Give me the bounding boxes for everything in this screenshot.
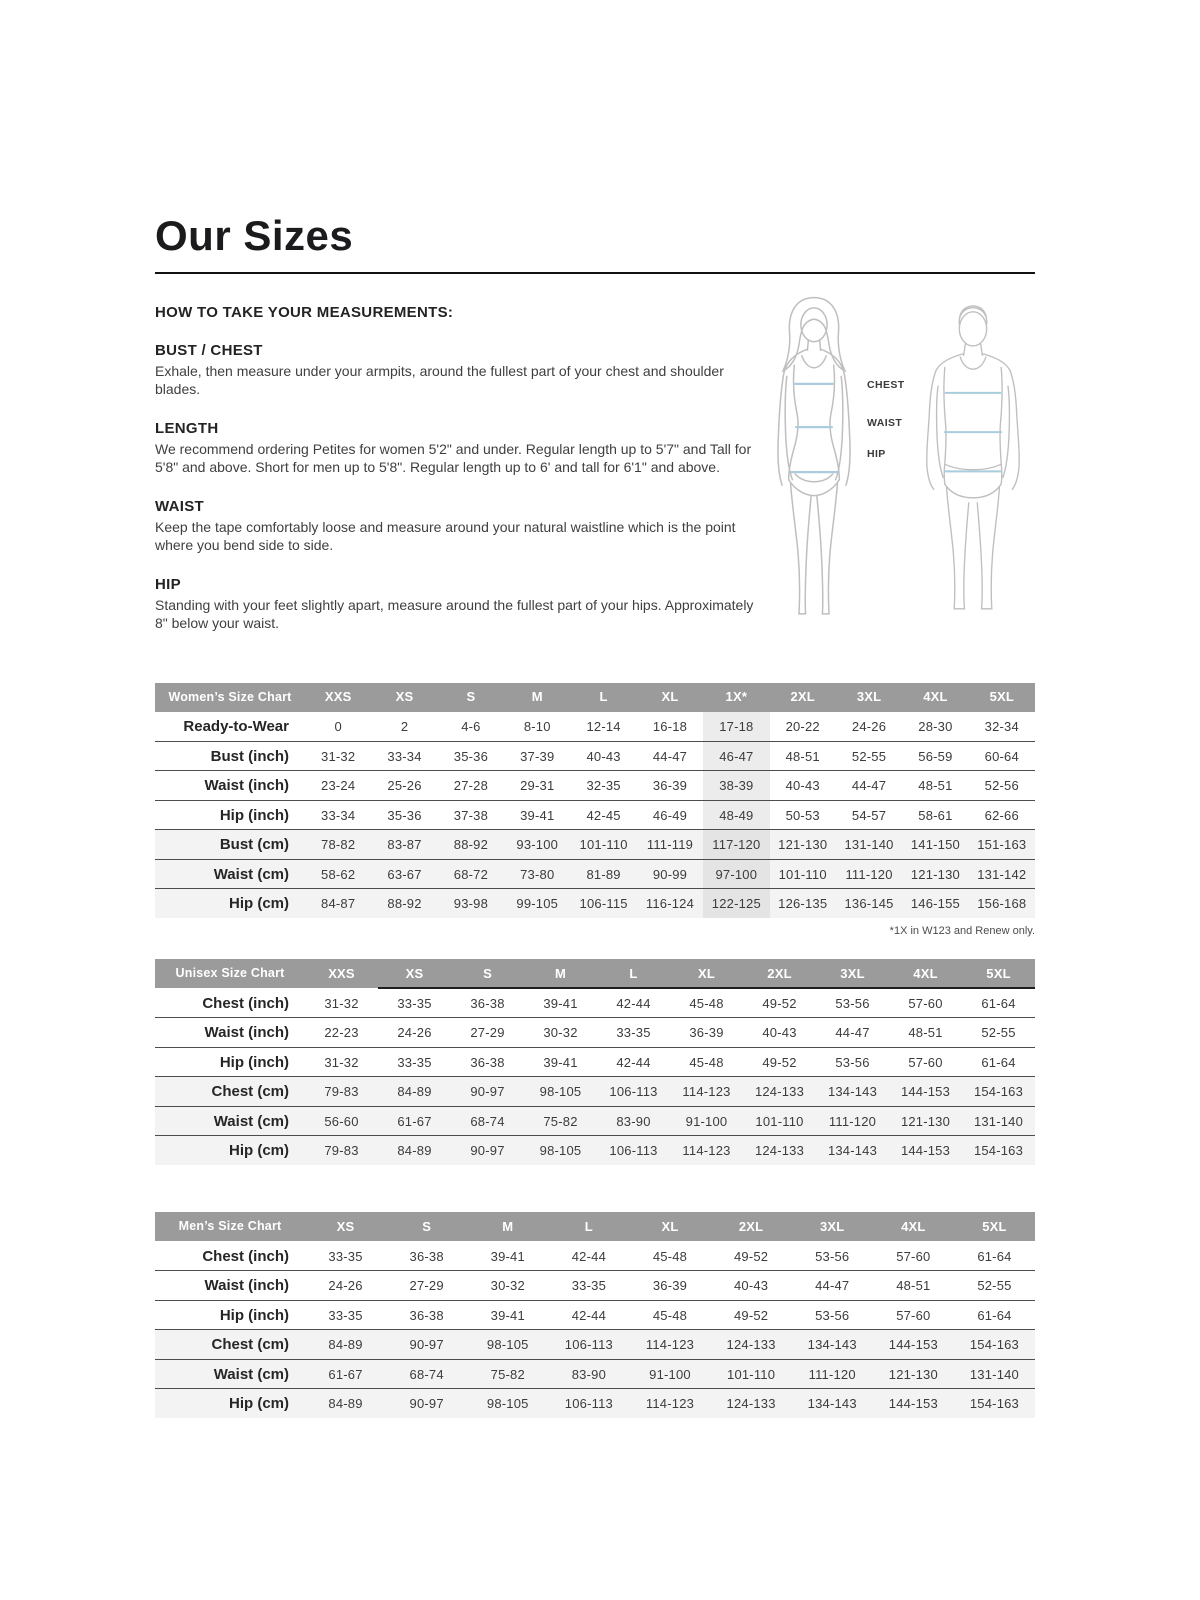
table-cell: 48-51 xyxy=(896,1278,931,1293)
table-cell: 101-110 xyxy=(755,1113,804,1129)
table-cell: 16-18 xyxy=(652,719,688,735)
table-cell: 31-32 xyxy=(321,748,356,764)
table-cell: 39-41 xyxy=(520,807,555,823)
table-cell: 42-44 xyxy=(616,995,651,1011)
table-cell: 131-140 xyxy=(973,1113,1024,1129)
table-cell: 101-110 xyxy=(579,837,628,852)
header-row xyxy=(155,1212,1035,1241)
table-cell: 146-155 xyxy=(910,896,960,912)
table-cell: 45-48 xyxy=(689,1054,724,1070)
table-cell: 17-18 xyxy=(703,712,769,742)
table-cell: 36-39 xyxy=(689,1025,724,1040)
table-cell: 45-48 xyxy=(652,1307,688,1323)
table-cell: 90-97 xyxy=(470,1084,505,1099)
table-cell: 45-48 xyxy=(689,995,724,1011)
table-cell: 4-6 xyxy=(461,719,481,735)
row-label: Hip (cm) xyxy=(229,1395,289,1413)
table-cell: 124-133 xyxy=(726,1337,776,1352)
table-cell: 61-64 xyxy=(981,995,1016,1011)
table-cell: 39-41 xyxy=(543,1054,578,1070)
table-row xyxy=(155,1018,1035,1048)
table-cell: 88-92 xyxy=(387,896,422,912)
table-cell: 79-83 xyxy=(324,1143,359,1159)
size-column-header: 3XL xyxy=(836,683,902,712)
table-cell: 154-163 xyxy=(969,1396,1019,1412)
table-cell: 91-100 xyxy=(685,1113,728,1129)
table-cell: 111-119 xyxy=(646,837,694,852)
size-column-header: XS xyxy=(371,683,437,712)
measurement-diagram xyxy=(745,283,1037,635)
section-bust-chest xyxy=(155,342,755,399)
table-cell: 106-113 xyxy=(609,1143,658,1159)
size-column-header: XXS xyxy=(305,959,378,988)
table-cell: 106-113 xyxy=(564,1337,613,1352)
table-cell: 57-60 xyxy=(908,995,943,1011)
row-label: Waist (inch) xyxy=(204,1277,289,1294)
table-cell: 44-47 xyxy=(851,778,887,793)
row-label: Chest (inch) xyxy=(202,994,289,1012)
woman-measure-lines xyxy=(791,384,836,472)
row-label: Bust (cm) xyxy=(219,836,289,853)
table-cell: 84-89 xyxy=(328,1337,363,1352)
table-cell: 33-35 xyxy=(571,1278,606,1293)
table-cell: 49-52 xyxy=(762,995,797,1011)
table-cell: 61-64 xyxy=(977,1307,1012,1323)
section-title: BUST / CHEST xyxy=(155,342,263,359)
table-row xyxy=(155,1047,1035,1077)
row-label: Hip (inch) xyxy=(219,1053,289,1071)
table-cell: 111-120 xyxy=(828,1113,877,1129)
table-cell: 90-97 xyxy=(409,1337,444,1352)
section-title: HIP xyxy=(155,575,181,593)
table-cell: 56-59 xyxy=(918,748,953,764)
table-cell: 68-74 xyxy=(409,1366,444,1382)
header-row xyxy=(155,683,1035,712)
table-cell: 36-39 xyxy=(652,1278,688,1293)
table-row xyxy=(155,830,1035,860)
table-cell: 35-36 xyxy=(453,748,489,764)
table-cell: 93-100 xyxy=(516,837,559,852)
table-cell: 121-130 xyxy=(900,1113,951,1129)
table-cell: 114-123 xyxy=(645,1396,695,1412)
table-row xyxy=(155,1271,1035,1301)
table-cell: 52-56 xyxy=(984,778,1019,793)
size-guide-page xyxy=(155,0,1035,1418)
table-cell: 90-97 xyxy=(470,1143,505,1159)
table-cell: 36-38 xyxy=(470,995,505,1011)
table-cell: 48-51 xyxy=(908,1025,943,1040)
table-cell: 27-28 xyxy=(453,778,489,793)
table-cell: 50-53 xyxy=(785,807,820,823)
table-cell: 83-90 xyxy=(616,1113,651,1129)
row-label: Ready-to-Wear xyxy=(183,718,289,736)
table-cell: 40-43 xyxy=(586,748,621,764)
table-cell: 61-67 xyxy=(328,1366,363,1382)
table-cell: 33-35 xyxy=(328,1248,363,1264)
table-cell: 49-52 xyxy=(762,1054,797,1070)
chest-label: CHEST xyxy=(867,379,905,391)
table-cell: 75-82 xyxy=(543,1113,578,1129)
table-cell: 46-47 xyxy=(703,741,769,771)
section-hip xyxy=(155,576,755,633)
table-cell: 73-80 xyxy=(520,866,555,882)
table-cell: 134-143 xyxy=(827,1084,878,1099)
table-cell: 84-89 xyxy=(397,1143,432,1159)
table-cell: 99-105 xyxy=(516,896,559,912)
size-column-header: L xyxy=(597,959,670,988)
table-cell: 124-133 xyxy=(754,1143,805,1159)
table-cell: 121-130 xyxy=(888,1366,938,1382)
size-column-header: 4XL xyxy=(889,959,962,988)
table-cell: 44-47 xyxy=(815,1278,850,1293)
table-cell: 106-113 xyxy=(609,1084,658,1099)
table-cell: 25-26 xyxy=(387,778,422,793)
table-cell: 62-66 xyxy=(984,807,1019,823)
table-cell: 61-64 xyxy=(981,1054,1016,1070)
table-cell: 44-47 xyxy=(835,1025,870,1040)
size-column-header: L xyxy=(570,683,636,712)
table-cell: 33-34 xyxy=(387,748,422,764)
size-column-header: XXS xyxy=(305,683,371,712)
size-column-header: 1X* xyxy=(703,683,769,712)
table-cell: 28-30 xyxy=(918,719,953,735)
table-row xyxy=(155,1136,1035,1166)
table-cell: 42-44 xyxy=(616,1054,651,1070)
table-cell: 39-41 xyxy=(490,1307,525,1323)
row-label: Chest (cm) xyxy=(211,1336,289,1353)
table-cell: 156-168 xyxy=(977,896,1027,912)
table-cell: 98-105 xyxy=(486,1396,529,1412)
table-cell: 68-74 xyxy=(470,1113,505,1129)
row-label: Waist (inch) xyxy=(204,1024,289,1041)
table-cell: 134-143 xyxy=(827,1143,878,1159)
table-cell: 27-29 xyxy=(470,1025,505,1040)
table-cell: 42-45 xyxy=(586,807,621,823)
table-cell: 20-22 xyxy=(785,719,820,735)
table-cell: 61-67 xyxy=(397,1113,432,1129)
table-cell: 154-163 xyxy=(969,1337,1019,1352)
table-cell: 58-61 xyxy=(918,807,953,823)
table-cell: 61-64 xyxy=(977,1248,1012,1264)
table-cell: 23-24 xyxy=(321,778,356,793)
size-column-header: 5XL xyxy=(954,1212,1035,1241)
table-cell: 144-153 xyxy=(888,1396,938,1412)
table-cell: 52-55 xyxy=(977,1278,1012,1293)
table-cell: 48-49 xyxy=(703,800,769,830)
table-cell: 90-97 xyxy=(409,1396,444,1412)
table-cell: 122-125 xyxy=(703,889,769,919)
size-column-header: XL xyxy=(629,1212,710,1241)
table-cell: 114-123 xyxy=(682,1084,731,1099)
table-row xyxy=(155,1389,1035,1419)
table-cell: 68-72 xyxy=(453,866,489,882)
table-cell: 49-52 xyxy=(733,1307,769,1323)
size-column-header: M xyxy=(504,683,570,712)
size-column-header: 3XL xyxy=(792,1212,873,1241)
section-title: LENGTH xyxy=(155,419,219,437)
table-cell: 116-124 xyxy=(645,896,695,912)
table-cell: 32-34 xyxy=(984,719,1019,735)
table-row xyxy=(155,859,1035,889)
row-label: Hip (inch) xyxy=(219,806,289,824)
table-cell: 144-153 xyxy=(900,1143,951,1159)
table-cell: 124-133 xyxy=(754,1084,805,1099)
table-cell: 35-36 xyxy=(387,807,422,823)
table-cell: 48-51 xyxy=(785,748,820,764)
table-cell: 111-120 xyxy=(808,1366,856,1382)
table-title: Men’s Size Chart xyxy=(155,1212,305,1241)
row-label: Bust (inch) xyxy=(210,747,289,765)
table-cell: 40-43 xyxy=(785,778,820,793)
table-cell: 0 xyxy=(334,719,342,735)
table-cell: 8-10 xyxy=(523,719,551,735)
table-cell: 53-56 xyxy=(835,995,870,1011)
table-cell: 30-32 xyxy=(543,1025,578,1040)
table-row xyxy=(155,1077,1035,1107)
table-cell: 29-31 xyxy=(520,778,555,793)
table-cell: 39-41 xyxy=(543,995,578,1011)
table-cell: 101-110 xyxy=(778,866,827,882)
table-cell: 33-35 xyxy=(397,995,432,1011)
table-cell: 42-44 xyxy=(571,1307,606,1323)
table-cell: 88-92 xyxy=(453,837,489,852)
row-label: Waist (cm) xyxy=(213,1365,289,1383)
woman-silhouette-image xyxy=(753,283,875,635)
man-measure-lines xyxy=(945,393,1001,472)
hip-label: HIP xyxy=(867,448,886,460)
table-cell: 22-23 xyxy=(324,1025,359,1040)
table-cell: 42-44 xyxy=(571,1248,606,1264)
section-body: Exhale, then measure under your armpits, around the fullest part of your chest and shoulder blades. xyxy=(155,363,724,398)
table-cell: 38-39 xyxy=(703,771,769,801)
size-column-header: 3XL xyxy=(816,959,889,988)
section-body: Standing with your feet slightly apart, measure around the fullest part of your hips. Approximately 8" below your waist. xyxy=(155,596,754,632)
row-label: Hip (cm) xyxy=(229,1142,289,1160)
table-cell: 117-120 xyxy=(703,830,769,860)
table-cell: 33-35 xyxy=(397,1054,432,1070)
table-row xyxy=(155,771,1035,801)
size-column-header: XL xyxy=(670,959,743,988)
table-cell: 57-60 xyxy=(896,1248,931,1264)
table-cell: 134-143 xyxy=(807,1337,857,1352)
table-cell: 111-120 xyxy=(845,866,893,882)
table-cell: 52-55 xyxy=(851,748,887,764)
table-cell: 84-89 xyxy=(397,1084,432,1099)
table-cell: 30-32 xyxy=(490,1278,525,1293)
size-column-header: XS xyxy=(378,959,451,988)
table-cell: 33-35 xyxy=(328,1307,363,1323)
table-row xyxy=(155,1241,1035,1271)
table-cell: 44-47 xyxy=(652,748,688,764)
table-cell: 83-87 xyxy=(387,837,422,852)
size-column-header: XS xyxy=(305,1212,386,1241)
table-cell: 33-34 xyxy=(321,807,356,823)
table-cell: 114-123 xyxy=(645,1337,695,1352)
section-waist xyxy=(155,498,755,555)
section-body: We recommend ordering Petites for women 5'2" and under. Regular length up to 5'7" and Tall for 5'8" and above. Short for men up to 5'8". Regular length up to 6' and tall for 6'1" and above. xyxy=(155,440,752,476)
table-cell: 91-100 xyxy=(649,1366,691,1382)
table-cell: 53-56 xyxy=(815,1307,850,1323)
table-cell: 151-163 xyxy=(977,837,1027,852)
table-cell: 90-99 xyxy=(652,866,688,882)
table-cell: 33-35 xyxy=(616,1025,651,1040)
table-cell: 37-38 xyxy=(453,807,489,823)
table-cell: 97-100 xyxy=(703,859,769,889)
size-column-header: 4XL xyxy=(902,683,968,712)
table-cell: 27-29 xyxy=(409,1278,444,1293)
waist-label: WAIST xyxy=(867,417,903,429)
table-cell: 79-83 xyxy=(324,1084,359,1099)
table-cell: 75-82 xyxy=(490,1366,525,1382)
womens-table-footnote: *1X in W123 and Renew only. xyxy=(889,925,1035,938)
instructions-heading: HOW TO TAKE YOUR MEASUREMENTS: xyxy=(155,304,454,321)
table-cell: 63-67 xyxy=(387,866,422,882)
table-cell: 126-135 xyxy=(778,896,828,912)
man-silhouette-image xyxy=(909,283,1037,641)
table-cell: 84-87 xyxy=(321,896,356,912)
table-cell: 78-82 xyxy=(321,837,356,852)
size-column-header: S xyxy=(438,683,504,712)
table-cell: 52-55 xyxy=(981,1025,1016,1040)
mens-size-table xyxy=(155,1212,1035,1418)
table-cell: 31-32 xyxy=(324,1054,359,1070)
unisex-size-table xyxy=(155,959,1035,1165)
table-row xyxy=(155,1330,1035,1360)
table-cell: 131-140 xyxy=(969,1366,1019,1382)
table-cell: 121-130 xyxy=(910,866,960,882)
table-row xyxy=(155,712,1035,742)
table-cell: 124-133 xyxy=(726,1396,776,1412)
row-label: Hip (cm) xyxy=(229,895,289,913)
size-column-header: 2XL xyxy=(711,1212,792,1241)
size-column-header: XL xyxy=(637,683,703,712)
table-cell: 154-163 xyxy=(973,1143,1024,1159)
table-cell: 49-52 xyxy=(733,1248,769,1264)
size-column-header: S xyxy=(451,959,524,988)
size-column-header: 2XL xyxy=(743,959,816,988)
table-cell: 121-130 xyxy=(778,837,828,852)
table-row xyxy=(155,1106,1035,1136)
table-row xyxy=(155,741,1035,771)
table-cell: 24-26 xyxy=(328,1278,363,1293)
table-cell: 106-115 xyxy=(579,896,628,912)
row-label: Chest (inch) xyxy=(202,1247,289,1265)
table-cell: 46-49 xyxy=(652,807,688,823)
section-title: WAIST xyxy=(155,497,204,515)
table-row xyxy=(155,800,1035,830)
table-cell: 131-140 xyxy=(844,837,894,852)
table-cell: 40-43 xyxy=(733,1278,769,1293)
size-column-header: 2XL xyxy=(770,683,836,712)
table-cell: 93-98 xyxy=(453,896,489,912)
size-column-header: S xyxy=(386,1212,467,1241)
table-cell: 81-89 xyxy=(586,866,621,882)
table-cell: 84-89 xyxy=(328,1396,363,1412)
size-column-header: L xyxy=(548,1212,629,1241)
table-cell: 54-57 xyxy=(851,807,887,823)
table-cell: 56-60 xyxy=(324,1113,359,1129)
table-row xyxy=(155,1300,1035,1330)
title-divider xyxy=(155,272,1035,274)
table-cell: 53-56 xyxy=(815,1248,850,1264)
table-cell: 48-51 xyxy=(918,778,953,793)
header-row xyxy=(155,959,1035,988)
table-cell: 101-110 xyxy=(727,1366,776,1382)
table-cell: 144-153 xyxy=(900,1084,951,1099)
table-cell: 58-62 xyxy=(321,866,356,882)
table-cell: 36-38 xyxy=(470,1054,505,1070)
table-cell: 136-145 xyxy=(844,896,894,912)
table-cell: 114-123 xyxy=(682,1143,731,1159)
table-cell: 12-14 xyxy=(586,719,621,735)
table-row xyxy=(155,988,1035,1018)
page-title: Our Sizes xyxy=(155,212,354,259)
size-column-header: 4XL xyxy=(873,1212,954,1241)
table-cell: 32-35 xyxy=(586,778,621,793)
table-cell: 45-48 xyxy=(652,1248,688,1264)
table-cell: 2 xyxy=(400,719,409,735)
table-cell: 57-60 xyxy=(896,1307,931,1323)
table-cell: 36-39 xyxy=(652,778,688,793)
table-cell: 36-38 xyxy=(409,1307,444,1323)
section-body: Keep the tape comfortably loose and measure around your natural waistline which is the point where you bend side to side. xyxy=(155,518,736,554)
table-cell: 141-150 xyxy=(910,837,960,852)
table-cell: 31-32 xyxy=(324,995,359,1011)
womens-size-table xyxy=(155,683,1035,919)
row-label: Waist (cm) xyxy=(213,1112,289,1130)
table-cell: 24-26 xyxy=(397,1025,432,1040)
row-label: Waist (inch) xyxy=(204,777,289,794)
table-cell: 39-41 xyxy=(490,1248,525,1264)
table-cell: 40-43 xyxy=(762,1025,797,1040)
table-cell: 131-142 xyxy=(977,866,1027,882)
table-cell: 36-38 xyxy=(409,1248,444,1264)
table-cell: 154-163 xyxy=(973,1084,1024,1099)
row-label: Hip (inch) xyxy=(219,1306,289,1324)
table-cell: 24-26 xyxy=(851,719,887,735)
table-cell: 144-153 xyxy=(888,1337,938,1352)
table-cell: 57-60 xyxy=(908,1054,943,1070)
table-cell: 60-64 xyxy=(984,748,1019,764)
table-cell: 106-113 xyxy=(564,1396,613,1412)
table-cell: 53-56 xyxy=(835,1054,870,1070)
table-title: Unisex Size Chart xyxy=(155,959,305,988)
size-column-header: 5XL xyxy=(962,959,1035,988)
size-column-header: 5XL xyxy=(969,683,1035,712)
table-cell: 98-105 xyxy=(539,1084,582,1099)
table-cell: 98-105 xyxy=(539,1143,582,1159)
table-cell: 37-39 xyxy=(520,748,555,764)
table-cell: 83-90 xyxy=(571,1366,606,1382)
section-length xyxy=(155,420,755,477)
row-label: Chest (cm) xyxy=(211,1083,289,1100)
table-title: Women’s Size Chart xyxy=(155,683,305,712)
table-row xyxy=(155,889,1035,919)
table-row xyxy=(155,1359,1035,1389)
size-column-header: M xyxy=(524,959,597,988)
size-column-header: M xyxy=(467,1212,548,1241)
table-cell: 98-105 xyxy=(486,1337,529,1352)
row-label: Waist (cm) xyxy=(213,865,289,883)
table-cell: 134-143 xyxy=(807,1396,857,1412)
